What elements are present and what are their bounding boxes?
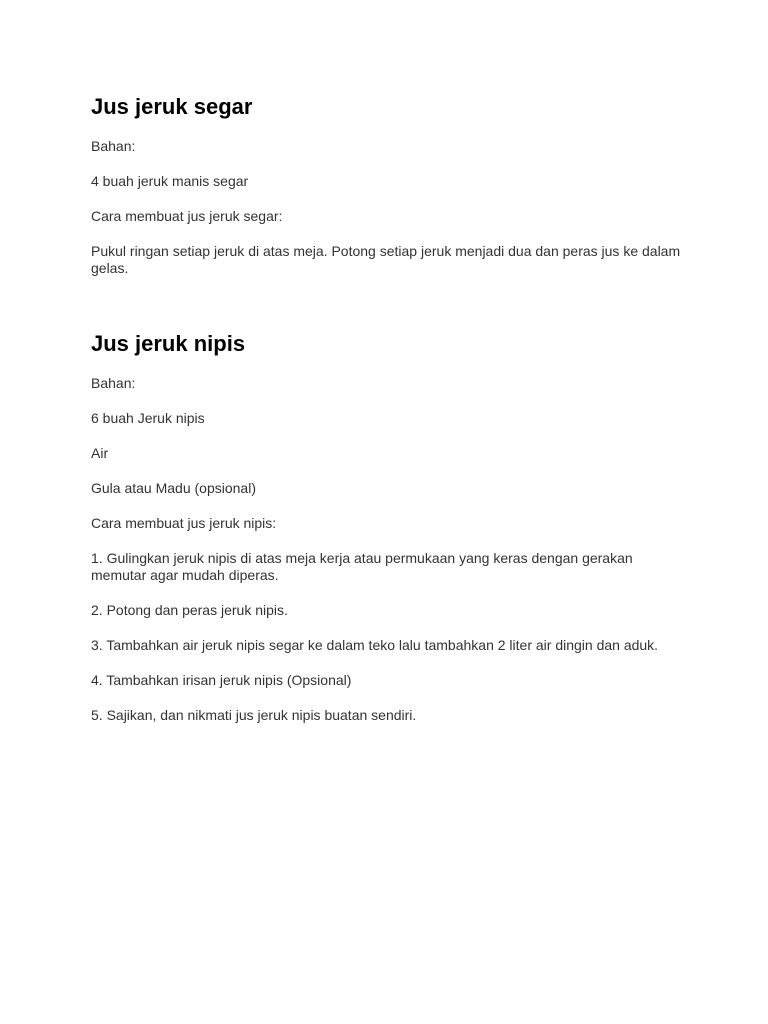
method-step: 4. Tambahkan irisan jeruk nipis (Opsional) bbox=[91, 672, 352, 688]
method-step: 5. Sajikan, dan nikmati jus jeruk nipis buatan sendiri. bbox=[91, 707, 417, 723]
ingredient-item: Air bbox=[91, 445, 109, 461]
ingredient-item: 4 buah jeruk manis segar bbox=[91, 173, 249, 189]
section-title: Jus jeruk nipis bbox=[91, 331, 246, 356]
ingredient-item: Gula atau Madu (opsional) bbox=[91, 480, 256, 496]
document-page bbox=[91, 94, 691, 724]
ingredients-heading: Bahan: bbox=[91, 375, 136, 391]
ingredients-heading: Bahan: bbox=[91, 138, 136, 154]
ingredient-item: 6 buah Jeruk nipis bbox=[91, 410, 205, 426]
method-heading: Cara membuat jus jeruk segar: bbox=[91, 208, 283, 224]
method-text: Pukul ringan setiap jeruk di atas meja. Potong setiap jeruk menjadi dua dan peras jus ke dalam gelas. bbox=[91, 243, 681, 276]
recipe-section-fresh-orange-juice bbox=[91, 94, 691, 277]
method-heading: Cara membuat jus jeruk nipis: bbox=[91, 515, 277, 531]
recipe-section-lime-juice bbox=[91, 331, 691, 724]
section-title: Jus jeruk segar bbox=[91, 94, 253, 119]
method-step: 1. Gulingkan jeruk nipis di atas meja kerja atau permukaan yang keras dengan gerakan memutar agar mudah diperas. bbox=[91, 550, 633, 583]
method-step: 2. Potong dan peras jeruk nipis. bbox=[91, 602, 288, 618]
method-step: 3. Tambahkan air jeruk nipis segar ke dalam teko lalu tambahkan 2 liter air dingin dan aduk. bbox=[91, 637, 659, 653]
